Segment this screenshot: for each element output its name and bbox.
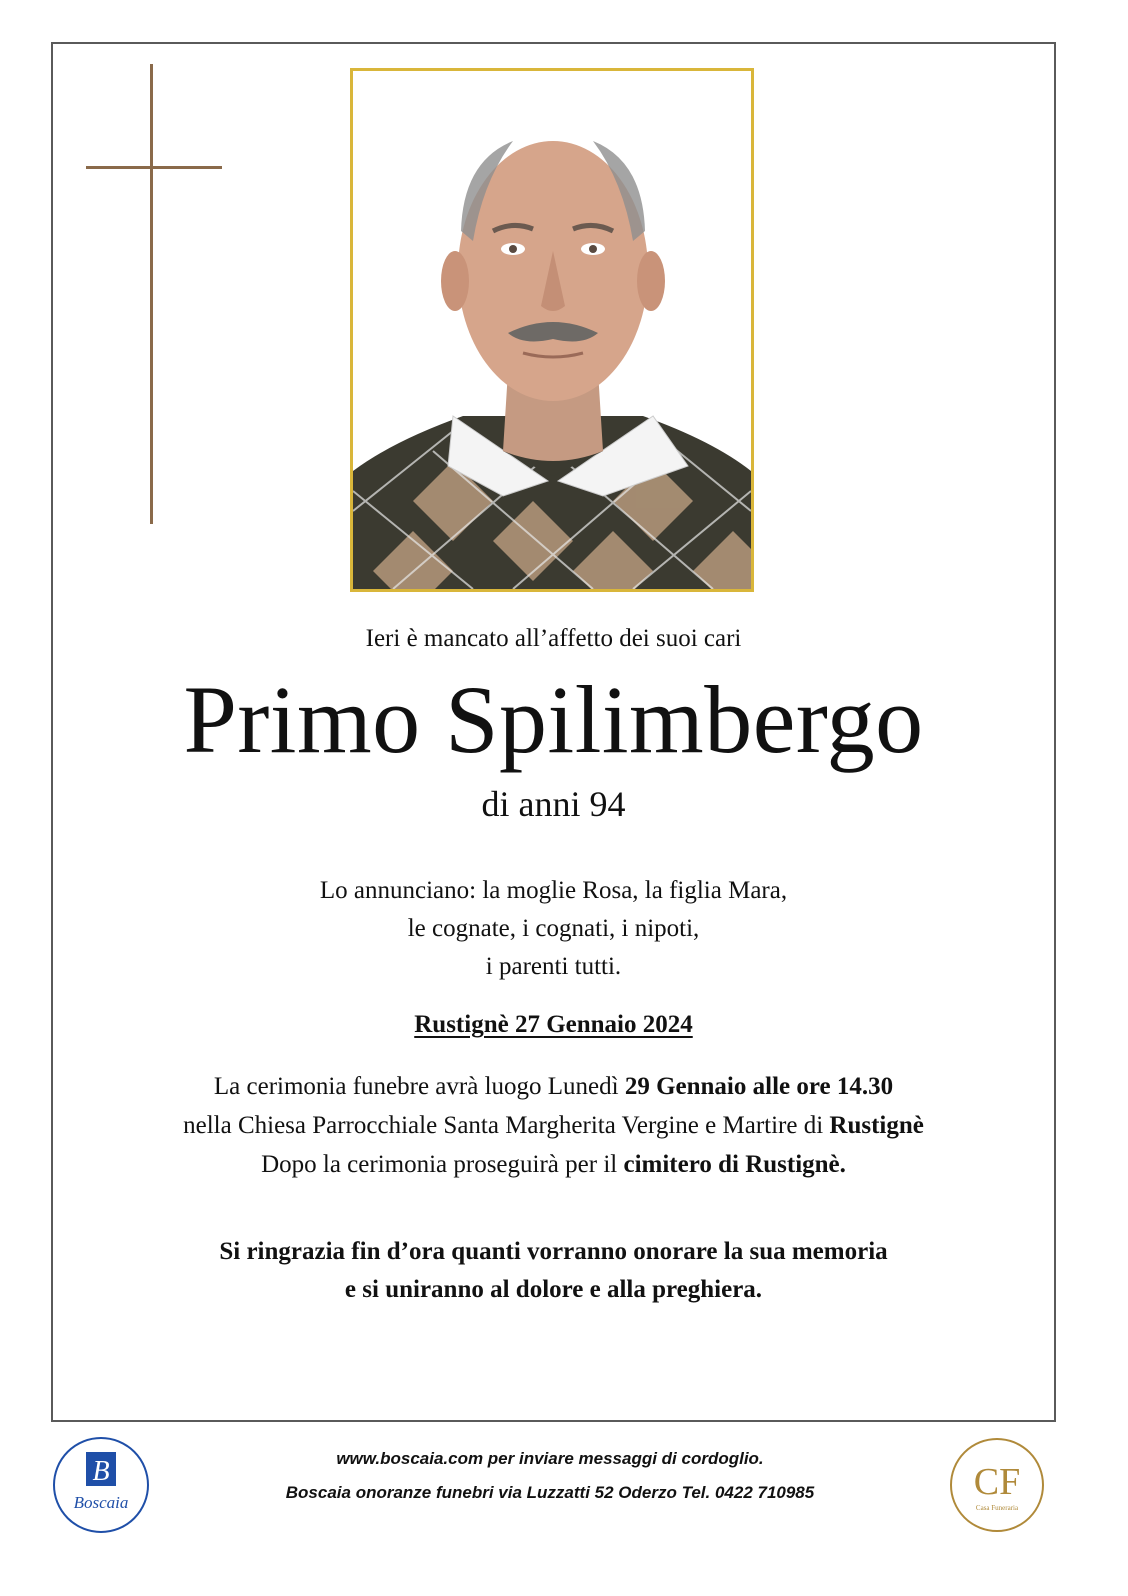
ceremony-line <box>51 1145 1056 1184</box>
announcement-line: Lo annunciano: la moglie Rosa, la figlia Mara, <box>319 877 788 904</box>
place-date <box>51 1007 1056 1043</box>
thanks-text <box>51 1233 1056 1309</box>
cross-icon <box>86 64 222 524</box>
casa-funeraria-logo-letters: CF <box>973 1461 1021 1503</box>
age-text: di anni 94 <box>481 784 626 824</box>
ceremony-line <box>51 1067 1056 1106</box>
ceremony-line-text: La cerimonia funebre avrà luogo Lunedì <box>213 1073 625 1100</box>
ceremony-place: Rustignè <box>829 1112 924 1139</box>
boscaia-logo-graphic <box>52 1436 150 1534</box>
casa-funeraria-logo[interactable] <box>948 1436 1046 1534</box>
boscaia-logo-text: Boscaia <box>73 1493 129 1512</box>
ceremony-line-text: nella Chiesa Parrocchiale Santa Margherita Vergine e Martire di <box>183 1112 830 1139</box>
deceased-name: Primo Spilimbergo <box>183 666 924 773</box>
footer-contact-text: Boscaia onoranze funebri via Luzzatti 52 Oderzo Tel. 0422 710985 <box>285 1483 815 1502</box>
cross-horizontal-bar <box>86 166 222 169</box>
casa-funeraria-logo-text: Casa Funeraria <box>975 1504 1019 1512</box>
footer-website-text: www.boscaia.com per inviare messaggi di cordoglio. <box>336 1449 764 1468</box>
thanks-line: Si ringrazia fin d’ora quanti vorranno onorare la sua memoria <box>219 1238 888 1265</box>
boscaia-logo-letter: B <box>92 1456 110 1487</box>
announcement-text <box>51 872 1056 986</box>
ceremony-line <box>51 1106 1056 1145</box>
announcement-line: i parenti tutti. <box>485 953 622 980</box>
boscaia-logo[interactable] <box>52 1436 150 1534</box>
casa-funeraria-logo-graphic <box>948 1436 1046 1534</box>
ceremony-line-text: Dopo la cerimonia proseguirà per il <box>261 1151 624 1178</box>
portrait-illustration <box>353 71 751 589</box>
ceremony-date-time: 29 Gennaio alle ore 14.30 <box>624 1073 894 1100</box>
ceremony-text <box>51 1067 1056 1184</box>
intro-text: Ieri è mancato all’affetto dei suoi cari <box>365 625 742 652</box>
announcement-line: le cognate, i cognati, i nipoti, <box>407 915 700 942</box>
place-date-text: Rustignè 27 Gennaio 2024 <box>414 1011 693 1038</box>
thanks-line: e si uniranno al dolore e alla preghiera. <box>344 1276 763 1303</box>
cross-vertical-bar <box>150 64 153 524</box>
portrait-photo <box>350 68 754 592</box>
cemetery-name: cimitero di Rustignè. <box>623 1151 846 1178</box>
